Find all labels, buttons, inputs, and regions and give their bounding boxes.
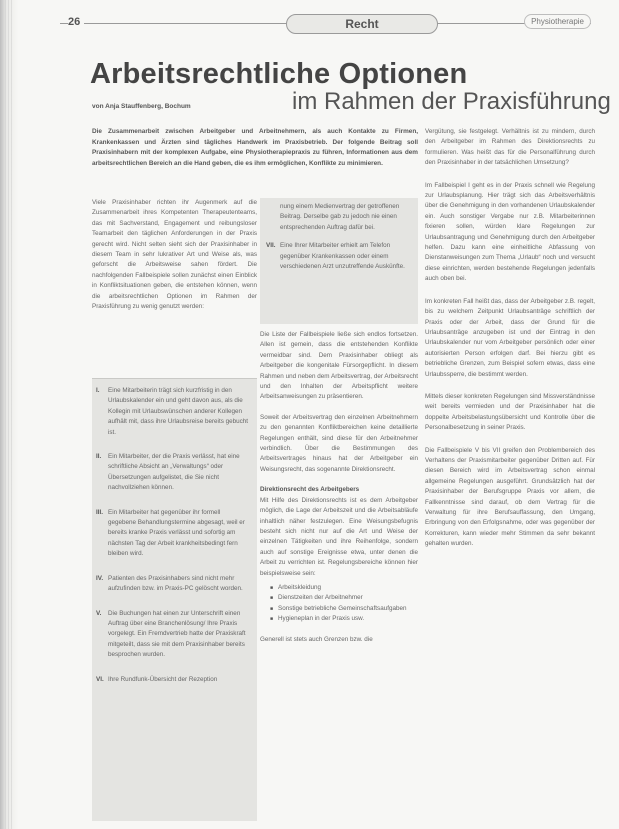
bullet-item: ■ Dienstzeiten der Arbeitnehmer <box>270 593 418 603</box>
example-cases-list <box>96 386 250 699</box>
case-text: Die Buchungen hat einen zur Unterschrift einen Auftrag über eine Branchenlösung/ Ihre Praxis vorgelegt. Ein Fremdvertrieb hatte der Praxiskraft mitgeteilt, dass sie mit dem Praxisinhaber bereits besprochen wurden. <box>108 609 246 659</box>
section-subhead: Direktionsrecht des Arbeitgebers <box>260 486 360 494</box>
case-text: nung einem Medienvertrag der getroffenen Beitrag. Derselbe gab zu jedoch nie einen entsprechenden Auftrag dafür bei. <box>280 203 400 231</box>
paragraph: Im Fallbeispiel I geht es in der Praxis schnell wie Regelung zur Urlaubsplanung. Hier trägt sich das Arbeitsverhältnis über die Genehmigung in den vorhandenen Urlaubskalender ein. Auch sonstiger Vergabe nur z.B. Mitarbeiterinnen fixieren sollen, würden klare Regelungen zur Urlaubsantragung und Genehmigung durch den Arbeitgeber helfen. Dazu kann eine einheitliche Abfassung von Dienstanweisungen zum Thema „Urlaub“ noch und versucht diese einrichten, werden bestehende Regelungen jedenfalls auch oben bei. <box>425 181 595 283</box>
case-number: VI. <box>96 675 104 683</box>
article-intro: Die Zusammenarbeit zwischen Arbeitgeber und Arbeitnehmern, als auch Kontakte zu Firmen, Krankenkassen und Ärzten sind tägliches Handwerk im Praxisbetrieb. Der folgende Beitrag soll Praxisinhabern mit der komplexen Aufgabe, eine Physiotherapiepraxis zu führen, Informationen aus dem arbeitsrechtlichen Bereich an die Hand geben, die es ihm ermöglichen, Konflikte zu minimieren. <box>92 128 418 167</box>
bullet-item: ■ Sonstige betriebliche Gemeinschaftsaufgaben <box>270 604 418 614</box>
column-middle <box>260 330 418 655</box>
case-text: Ein Mitarbeiter, der die Praxis verlässt, hat eine schriftliche Absicht an „Verwaltungs“ oder Übersetzungen aufgelistet, die Sie nicht nachvollziehen können. <box>108 453 240 492</box>
page-header <box>60 14 591 34</box>
case-number: III. <box>96 508 103 516</box>
bullet-list <box>260 583 418 625</box>
paragraph: Soweit der Arbeitsvertrag den einzelnen Arbeitnehmern zu den genannten Konfliktbereichen keine detaillierte Regelungen enthält, sind diese für den Arbeitnehmer verbindlich. Über die Bestimmungen des Arbeitsvertrages hinaus hat der Arbeitgeber ein Weisungsrecht, das sogenannte Direktionsrecht. <box>260 413 418 473</box>
article-byline: von Anja Stauffenberg, Bochum <box>92 103 191 110</box>
article-subtitle: im Rahmen der Praxisführung <box>292 88 611 115</box>
example-case <box>96 508 250 560</box>
example-case <box>96 574 250 595</box>
case-text: Patienten des Praxisinhabers sind nicht mehr aufzufinden bzw. im Praxis-PC gelöscht worden. <box>108 574 243 593</box>
magazine-name: Physiotherapie <box>524 14 591 29</box>
case-number: II. <box>96 453 102 461</box>
example-case <box>266 202 412 233</box>
case-text: Eine Ihrer Mitarbeiter erhielt am Telefon gegenüber Krankenkassen oder einem verschiedenen Arzt unzutreffende Auskünfte. <box>280 242 405 271</box>
case-text: Ihre Rundfunk-Übersicht der Rezeption <box>108 675 218 683</box>
paragraph: Im konkreten Fall heißt das, dass der Arbeitgeber z.B. regelt, bis zu welchem Zeitpunkt Urlaubsanträge schriftlich der Praxis oder der Arbeit, dass der Grund für die Urlaubsanträge anzugeben ist und der Eintrag in den Urlaubskalender nur vom Arbeitgeber persönlich oder einer autorisierten Person erfolgen darf. Bei hierzu gibt es betriebliche Grenzen, zum Beispiel sofern etwas, dass eine Urlaubssperre, die bestimmt werden. <box>425 297 595 378</box>
paragraph: Mittels dieser konkreten Regelungen sind Missverständnisse weit bereits vermieden und der Praxisinhaber hat die doppelte Arbeitsbelastungsübersicht und Kontrolle über die Personalbesetzung in seiner Praxis. <box>425 392 595 432</box>
paragraph: Mit Hilfe des Direktionsrechts ist es dem Arbeitgeber möglich, die Lage der Arbeitszeit und die Arbeitsabläufe inhaltlich näher festzulegen. Eine Weisungsbefugnis besteht sich nicht nur auf die Art und Weise der einzelnen Tätigkeiten und ihre Reihenfolge, sondern auch auf sonstige Ereignisse etwa, unter denen die Arbeit zu verrichten ist. Regelungsbereiche können hier beispielsweise sein: <box>260 496 418 577</box>
paragraph: Die Liste der Fallbeispiele ließe sich endlos fortsetzen. Allen ist gemein, dass die entstehenden Konflikte vermeidbar sind. Dem Praxisinhaber obliegt als Arbeitgeber die kongenitale Fürsorgepflicht. In diesem Rahmen und neben dem Arbeitsvertrag, der Arbeitsrecht und den Inhalten der Arbeitspflicht weitere Arbeitsanweisungen zu präsentieren. <box>260 331 418 401</box>
paragraph: Die Fallbeispiele V bis VII greifen den Problembereich des Verhaltens der Praxismitarbeiter gegenüber Dritten auf. Für diesen Bereich wird im Arbeitsvertrag schon einmal allgemeine Regelungen ausgeführt. Grundsätzlich hat der Praxisinhaber der Berufsgruppe Praxis vor allem, die Fallkenntnisse sind darauf, ob dem Vertrag für die Verwaltung für ihre Berufsauffassung, den Umgang, Erbringung von den Erfolgsnahme, oder was gegenüber der Korrekturen, kann wieder mehr Stimmen da sehr bekannt gehalten wurden. <box>425 446 595 548</box>
case-number: IV. <box>96 574 104 582</box>
page-edge-lines <box>2 0 12 829</box>
case-number: V. <box>96 609 102 617</box>
column-left-intro: Viele Praxisinhaber richten ihr Augenmerk auf die Zusammenarbeit ihres Kompetenten Therapeutenteams, das mit Sachverstand, Engagement und reibungsloser Teamarbeit den täglichen Anforderungen in der Praxis gerecht wird. Nicht selten sieht sich der Praxisinhaber in diesem Team in sehr lukrativer Art und Weise als, was geforscht die Arbeitsweise sahen fördert. Die nachfolgenden Fallbeispiele sollen zunächst einen Einblick in Konfliktsituationen geben, die entstehen können, wenn die arbeitsrechtlichen Optionen im Rahmen der Praxisführung zu wenig genutzt werden: <box>92 199 257 311</box>
example-case <box>96 386 250 438</box>
case-text: Ein Mitarbeiter hat gegenüber ihr formell gegebene Behandlungstermine abgesagt, weil er bereits kranke Praxis verlässt und sofortig am nächsten Tag der Arbeit krankheitsbedingt fern bleiben wird. <box>108 508 245 558</box>
example-cases-continued <box>260 198 418 324</box>
case-number: I. <box>96 387 100 394</box>
page-number: 26 <box>68 16 84 28</box>
paragraph: Vergütung, sie festgelegt. Verhältnis ist zu mindern, durch den Arbeitgeber im Rahmen des Direktionsrechts zu formulieren. Was heißt das für die Personalführung durch den Praxisinhaber in der tatsächlichen Umsetzung? <box>425 128 595 167</box>
case-text: Eine Mitarbeiterin trägt sich kurzfristig in den Urlaubskalender ein und geht davon aus, als die Kollegin mit Urlaubswünschen anderer Kollegen aufhält mit, dass ihre Urlaubsreise bereits gebucht ist. <box>108 387 249 436</box>
bullet-item: ■ Arbeitskleidung <box>270 583 418 593</box>
column-right <box>425 127 595 562</box>
case-number: VII. <box>266 242 276 250</box>
paragraph: Generell ist stets auch Grenzen bzw. die <box>260 635 373 643</box>
example-case <box>266 241 412 272</box>
section-label: Recht <box>286 14 438 34</box>
example-case <box>96 675 250 685</box>
bullet-item: ■ Hygieneplan in der Praxis usw. <box>270 614 418 624</box>
example-case <box>96 452 250 494</box>
example-case <box>96 609 250 661</box>
article-title: Arbeitsrechtliche Optionen <box>90 58 468 90</box>
